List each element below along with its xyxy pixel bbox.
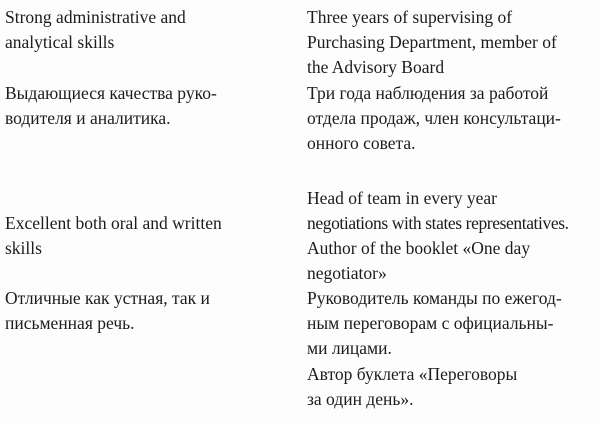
- experience-en-line: negotiator»: [307, 263, 387, 283]
- skill-ru-line: Выдающиеся качества руко-: [5, 83, 217, 103]
- experience-en-line: Head of team in every year: [307, 188, 497, 208]
- skill-ru-line: водителя и аналитика.: [5, 108, 171, 128]
- experience-ru-line: Руководитель команды по ежегод-: [307, 288, 562, 308]
- experience-en-line: the Advisory Board: [307, 57, 445, 77]
- skill-en-line: Strong administrative and: [5, 7, 186, 27]
- experience-ru-line: Три года наблюдения за работой: [307, 83, 549, 103]
- experience-en-line: Author of the booklet «One day: [307, 238, 531, 258]
- experience-en-line: negotiations with states representatives.: [307, 213, 569, 233]
- experience-ru-line: онного совета.: [307, 133, 416, 153]
- experience-ru-line: отдела продаж, член консультаци-: [307, 108, 561, 128]
- experience-ru-line: ми лицами.: [307, 338, 392, 358]
- skill-en-line: Excellent both oral and written: [5, 213, 222, 233]
- skill-ru-line: письменная речь.: [5, 313, 135, 333]
- experience-en-line: Three years of supervising of: [307, 7, 513, 27]
- experience-ru-line: Автор буклета «Переговоры: [307, 364, 518, 384]
- experience-ru-line: ным переговорам с официальны-: [307, 313, 554, 333]
- experience-en-line: Purchasing Department, member of: [307, 32, 557, 52]
- skill-en-line: skills: [5, 238, 42, 258]
- skill-en-line: analytical skills: [5, 32, 115, 52]
- skill-ru-line: Отличные как устная, так и: [5, 288, 210, 308]
- experience-ru-line: за один день».: [307, 389, 414, 409]
